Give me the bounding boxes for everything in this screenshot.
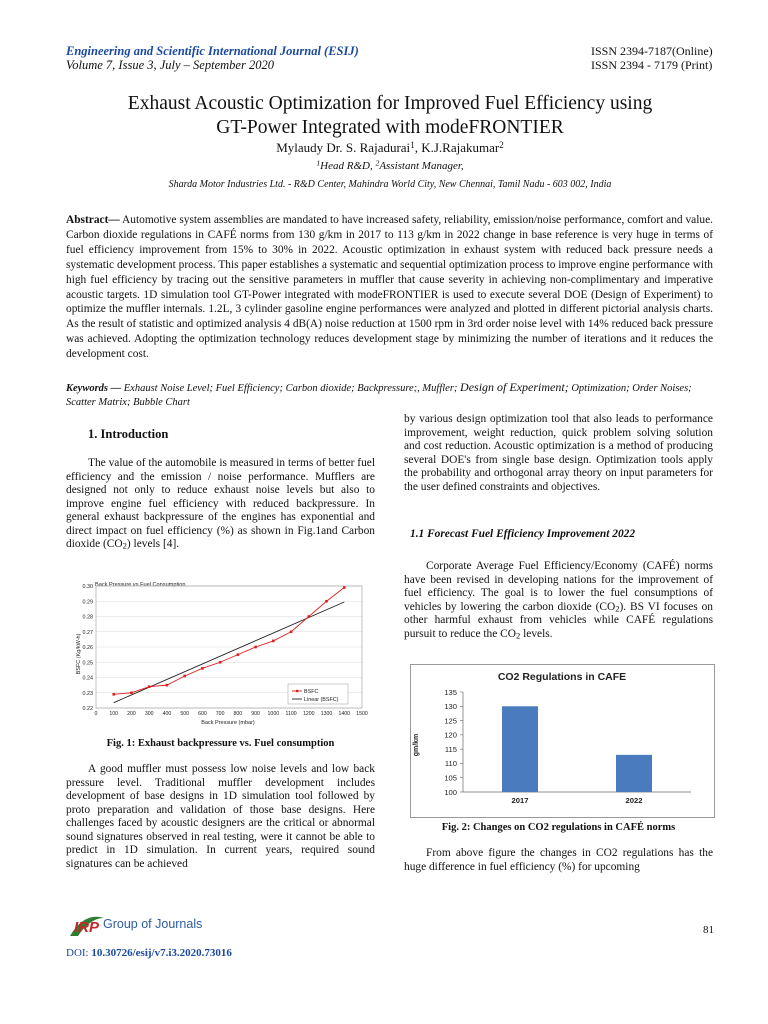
logo-mark: IRP	[74, 919, 100, 936]
fig1-y-tick-label: 0.30	[82, 584, 93, 590]
fig2-bar-chart	[410, 664, 715, 818]
keywords-label: Keywords —	[66, 383, 122, 394]
forecast-p-b: ). BS VI focuses on other harmful exhaust from vehicles while CAFÉ regulations pursuit to reduce the CO	[404, 600, 713, 640]
fig1-x-tick-label: 200	[127, 711, 136, 717]
fig1-data-point	[343, 586, 346, 589]
fig1-y-tick-label: 0.29	[82, 599, 93, 606]
fig1-y-tick-label: 0.24	[82, 675, 93, 682]
keywords	[66, 380, 716, 410]
title-line-2: GT-Power Integrated with modeFRONTIER	[216, 117, 564, 138]
fig1-x-tick-label: 600	[198, 711, 207, 717]
authors	[40, 140, 740, 156]
intro-paragraph-1	[66, 457, 375, 552]
fig2-y-tick-label: 120	[444, 730, 457, 740]
fig1-x-tick-label: 1400	[338, 711, 351, 717]
doi-link[interactable]: 10.30726/esij/v7.i3.2020.73016	[91, 947, 232, 959]
fig2-y-tick-label: 125	[444, 716, 457, 726]
intro-p1-a: The value of the automobile is measured in terms of better fuel efficiency and the emission / noise performance. Mufflers are designed not only to reduce exhaust noise levels but also to improve engine fuel efficiency with reduced backpressure. In general exhaust backpressure of the engines has exponential and direct impact on fuel efficiency (%) as shown in Fig.1and Carbon dioxide (CO	[66, 457, 375, 550]
volume-issue: Volume 7, Issue 3, July – September 2020	[66, 58, 274, 72]
fig1-bsfc-line	[114, 588, 345, 695]
paper-title	[40, 92, 740, 140]
issn-print: ISSN 2394 - 7179 (Print)	[591, 58, 713, 72]
forecast-p-sub2: 2	[515, 630, 521, 641]
fig2-y-tick-label: 110	[444, 759, 457, 769]
forecast-p-c: levels.	[520, 627, 553, 640]
fig1-caption: Fig. 1: Exhaust backpressure vs. Fuel consumption	[106, 738, 335, 749]
fig1-legend-marker-bsfc	[296, 690, 298, 692]
fig1-data-point	[130, 691, 133, 694]
role-1: Head R&D,	[320, 160, 376, 172]
fig1-x-axis-label: Back Pressure (mbar)	[201, 720, 255, 726]
fig1-x-tick-label: 1200	[303, 711, 315, 717]
author-1: Mylaudy Dr. S. Rajadurai	[276, 140, 411, 155]
abstract-text: Automotive system assemblies are mandated to have increased safety, reliability, emission/noise performance, comfort and value. Carbon dioxide regulations in CAFÉ norms from 130 g/km in 2017 to 113 g/km in 2022 change in base reference is very huge in terms of fuel efficiency improvement from 15% to 30% in 2022. Acoustic optimization in exhaust system with reduced back pressure needs a systematic development process. This paper establishes a systematic and sequential optimization process to improve engine performance with high fuel efficiency by tracing out the sensitive parameters in muffler that cause severity in achieving non-complimentary and imperative acoustic targets. 1D simulation tool GT-Power integrated with modeFRONTIER is used to execute several DOE (Design of Experiment) to optimize the muffler internals. 1.2L, 3 cylinder gasoline engine performances were analyzed and plotted in different pictorial analysis charts. As the result of statistic and optimized analysis 4 dB(A) noise reduction at 1500 rpm in 3rd order noise level with 14% reduced back pressure was achieved. Adopting the optimization technology reduces development stage by minimizing the number of iterations and it reduces the development cost.	[66, 214, 713, 361]
fig1-data-point	[308, 615, 311, 618]
issn-online: ISSN 2394-7187(Online)	[591, 44, 713, 58]
author-2: , K.J.Rajakumar	[414, 140, 500, 155]
abstract-label: Abstract—	[66, 214, 120, 226]
subsection-heading-forecast: 1.1 Forecast Fuel Efficiency Improvement 2022	[410, 528, 636, 540]
doi-label: DOI:	[66, 947, 92, 959]
author-roles	[40, 160, 740, 172]
fig2-chart-title: CO2 Regulations in CAFE	[497, 671, 627, 683]
role-1-sup: 1	[316, 158, 321, 168]
fig1-y-tick-label: 0.28	[82, 614, 93, 621]
role-2: Assistant Manager,	[379, 160, 464, 172]
fig1-y-axis-label: BSFC (Kg/kW-h)	[76, 633, 82, 675]
fig2-y-tick-label: 100	[444, 787, 457, 797]
fig1-data-point	[201, 667, 204, 670]
role-2-sup: 2	[375, 158, 380, 168]
forecast-p-a: Corporate Average Fuel Efficiency/Economy (CAFÉ) norms have been revised in developing nations for the improvement of fuel efficiency. The goal is to lower the fuel consumptions of vehicles by lowering the carbon dioxide (CO	[404, 560, 713, 613]
keywords-text-large: Design of Experiment;	[460, 380, 569, 394]
fig1-y-tick-label: 0.26	[82, 645, 93, 651]
fig1-y-tick-label: 0.23	[82, 690, 93, 697]
intro-p1-b: ) levels [4].	[126, 538, 180, 550]
fig1-x-tick-label: 1100	[285, 711, 297, 717]
fig1-y-tick-label: 0.27	[82, 629, 93, 636]
fig2-x-tick-label: 2022	[625, 796, 643, 805]
fig1-data-point	[219, 661, 222, 664]
page-number: 81	[703, 924, 714, 936]
intro-p1-sub: 2	[122, 540, 127, 551]
logo-text: Group of Journals	[103, 917, 203, 931]
fig1-data-point	[112, 693, 115, 696]
title-line-1: Exhaust Acoustic Optimization for Improved Fuel Efficiency using	[127, 93, 653, 114]
fig2-y-axis-label: gm/km	[413, 733, 420, 757]
fig2-caption: Fig. 2: Changes on CO2 regulations in CAFÉ norms	[441, 822, 676, 833]
fig1-data-point	[325, 600, 328, 603]
fig1-x-tick-label: 500	[180, 711, 189, 717]
author-1-sup: 1	[410, 139, 415, 150]
affiliation: Sharda Motor Industries Ltd. - R&D Center, Mahindra World City, New Chennai, Tamil Nadu - 603 002, India	[168, 179, 612, 190]
fig1-x-tick-label: 1300	[320, 711, 333, 717]
fig1-line-chart	[66, 582, 374, 732]
fig1-data-point	[166, 684, 169, 687]
forecast-p-sub1: 2	[615, 603, 620, 614]
fig1-data-point	[254, 646, 257, 649]
fig1-data-point	[183, 675, 186, 678]
publisher-logo	[64, 906, 214, 946]
fig2-y-tick-label: 115	[444, 744, 457, 754]
right-col-paragraph-end: From above figure the changes in CO2 regulations has the huge difference in fuel efficiency (%) for upcoming	[404, 847, 713, 873]
fig1-x-tick-label: 1500	[356, 711, 368, 717]
keywords-text: Exhaust Noise Level; Fuel Efficiency; Carbon dioxide; Backpressure;, Muffler;	[123, 383, 458, 394]
intro-paragraph-2: A good muffler must possess low noise levels and low back pressure level. Traditional muffler development includes development of base designs in 1D simulation tool followed by proto preparation and validation of those base designs. Here challenges faced by acoustic designers are the critical or abnormal sound signatures observed in real testing, were it cannot be able to predict in 1D simulation. In current years, required sound signatures can be achieved	[66, 763, 375, 870]
fig1-x-tick-label: 800	[233, 711, 243, 717]
abstract	[66, 213, 713, 362]
fig1-x-tick-label: 900	[251, 711, 260, 717]
journal-name: Engineering and Scientific International Journal (ESIJ)	[66, 44, 359, 58]
fig2-y-tick-label: 135	[444, 687, 457, 697]
author-2-sup: 2	[499, 139, 504, 150]
fig1-legend-label-bsfc: BSFC	[304, 689, 319, 695]
fig2-bar-2017	[502, 706, 538, 792]
fig1-y-tick-label: 0.22	[82, 706, 93, 712]
fig1-x-tick-label: 100	[109, 711, 119, 717]
fig2-x-tick-label: 2017	[511, 796, 529, 805]
keywords-text-end: Optimization; Order Noises; Scatter Matrix; Bubble Chart	[66, 383, 692, 408]
right-col-paragraph-cont: by various design optimization tool that also leads to performance improvement, weight reduction, quick problem solving solution and cost reduction. Acoustic optimization is a method of producing several DOE's from single base design. Optimization tools apply the probability and orthogonal array theory on input parameters for the user defined constraints and objectives.	[404, 413, 713, 493]
fig2-y-tick-label: 105	[444, 773, 457, 783]
fig2-y-tick-label: 130	[444, 702, 457, 712]
fig1-x-tick-label: 0	[94, 711, 98, 717]
fig2-bar-2022	[616, 755, 652, 792]
fig1-chart-title: Back Pressure vs Fuel Consumption	[95, 582, 186, 588]
section-heading-introduction: 1. Introduction	[88, 427, 169, 441]
fig1-x-tick-label: 300	[144, 711, 154, 717]
fig1-data-point	[148, 685, 151, 688]
fig1-y-tick-label: 0.25	[82, 660, 93, 667]
fig1-data-point	[290, 630, 293, 633]
fig1-x-tick-label: 1000	[267, 711, 280, 717]
fig1-data-point	[237, 653, 240, 656]
fig1-data-point	[272, 640, 275, 643]
forecast-paragraph	[404, 560, 713, 641]
fig1-x-tick-label: 400	[162, 711, 172, 717]
fig1-legend-label-linear: Linear (BSFC)	[304, 697, 339, 703]
fig1-x-tick-label: 700	[215, 711, 225, 717]
doi	[66, 947, 232, 959]
